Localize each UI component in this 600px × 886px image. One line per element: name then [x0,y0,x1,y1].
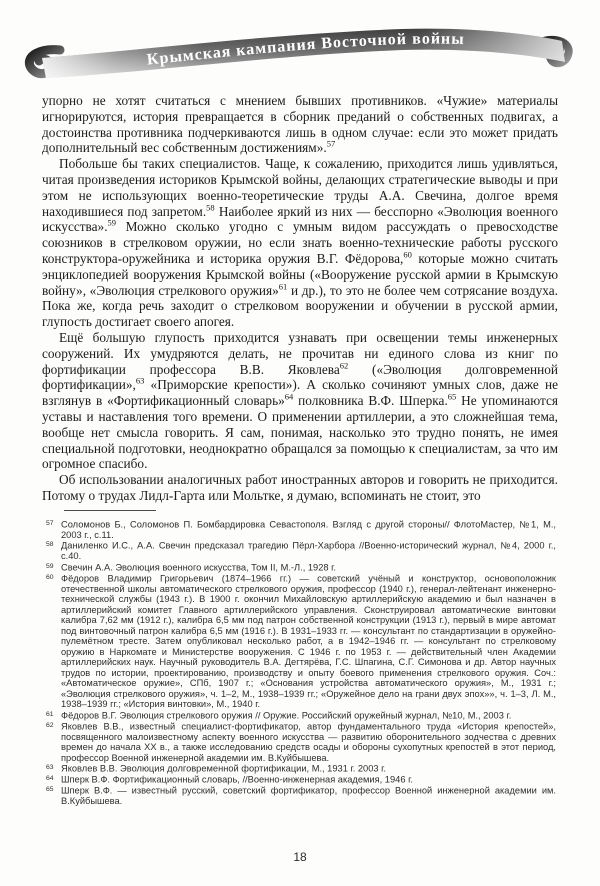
footnote-ref: 63 [135,375,145,386]
footnote-item: $^{60}$ Фёдоров Владимир Григорьевич (1874–1966 гг.) — советский учёный и конструктор, основоположник отечественной школы автоматического стрелкового оружия, профессор (1940 г.), генерал-лейтенант инженерно-технической службы (1943 г.). В 1900 г. окончил Михайловскую артиллерийскую академию и был назначен в артиллерийский комитет Главного артиллерийского управления. Сконструировал автоматические винтовки калибра 7,62 мм (1912 г.), калибра 6,5 мм под патрон собственной конструкции (1913 г.), первый в мире автомат под винтовочный патрон калибра 6,5 мм (1916 г.). В 1931–1933 гг. — консультант по стандартизации в оружейно-пулемётном тресте. Затем опубликовал несколько работ, а в 1942–1946 гг. — консультант по стрелковому оружию в Наркомате и Министерстве вооружения. С 1946 г. по 1953 г. — действительный член Академии артиллерийских наук. Научный руководитель В.А. Дегтярёва, Г.С. Шпагина, С.Г. Симонова и др. Автор научных трудов по истории, проектированию, производству и опыту боевого применения стрелкового оружия. Соч.: «Автоматическое оружие», СПб, 1907 г.; «Основания устройства автоматического оружия», М., 1931 г.; «Эволюция стрелкового оружия», ч. 1–2, М., 1938–1939 гг.; «Оружейное дело на грани двух эпох»», ч. 1–3, Л. М., 1938–1939 гг.; «История винтовки», М., 1940 г. [46,573,556,710]
footnote-item: $^{58}$ Даниленко И.С., А.А. Свечин предсказал трагедию Пёрл-Харбора //Военно-исторический журнал, №4, 2000 г., с.40. [46,540,556,562]
footnote-item: $^{57}$ Соломонов Б., Соломонов П. Бомбардировка Севастополя. Взгляд с другой стороны// ФлотоМастер, №1, М., 2003 г., с.11. [46,519,556,540]
footnote-number: 64 [46,775,54,783]
footnotes-container [0,519,600,807]
paragraph: Об использовании аналогичных работ иностранных авторов и говорить не приходится. Потому о трудах Лидл-Гарта или Мольтке, я думаю, вспоминать не стоит, это [42,472,558,503]
footnote-separator [64,510,156,511]
footnote-ref: 61 [278,281,288,292]
footnote-item: $^{65}$ Шперк В.Ф. — известный русский, советский фортификатор, профессор Военной инженерной академии им. В.Куйбышева. [46,785,556,807]
footnote-number: 65 [46,786,54,794]
footnote-number: 63 [46,764,54,772]
footnote-item: $^{64}$ Шперк В.Ф. Фортификационный словарь, //Военно-инженерная академия, 1946 г. [46,774,413,785]
page-number: 18 [293,850,307,864]
footnote-number: 62 [46,721,54,729]
footnote-ref: 62 [339,360,349,371]
body-text-container [42,93,558,504]
footnote-ref: 60 [403,249,412,260]
banner-title: Крымская кампания Восточной войны [146,30,465,69]
footnote-item: $^{62}$ Яковлев В.В., известный специалист-фортификатор, автор фундаментального труда «История крепостей», посвященного малоизвестному аспекту военного искусства — развитию оборонительного зодчества с древних времен до начала XX в., а также исследованию средств осады и обороны сухопутных крепостей в этот период, профессор Военной инженерной академии им. В.Куйбышева. [46,721,556,763]
paragraph: упорно не хотят считаться с мнением бывших противников. «Чужие» материалы игнорируются, история превращается в сборник преданий о собственных подвигах, а достоинства противника подчеркиваются лишь в одном случае: если это может придать дополнительный вес собственным достижениям».$^{57}$ [42,93,558,156]
footnote-item: $^{61}$ Фёдоров В.Г. Эволюция стрелкового оружия // Оружие. Российский оружейный журнал, №10, М., 2003 г. [46,710,512,721]
footnote-ref: 58 [206,202,215,213]
footnote-number: 58 [46,541,54,549]
ribbon-banner-graphic [12,20,588,84]
footnote-item: $^{59}$ Свечин А.А. Эволюция военного искусства, Том II, М.-Л., 1928 г. [46,562,336,573]
paragraph: Побольше бы таких специалистов. Чаще, к сожалению, приходится лишь удивляться, читая произведения историков Крымской войны, делающих стратегические выводы и при этом не использующих военно-теоретические труды А.А. Свечина, долгое время находившиеся под запретом.$^{58}$ Наиболее яркий из них — бесспорно «Эволюция военного искусства».$^{59}$ Можно сколько угодно с умным видом рассуждать о превосходстве союзников в стрелковом оружии, но если знать военно-технические работы русского конструктора-оружейника и историка оружия В.Г. Фёдорова,$^{60}$ которые можно считать энциклопедией вооружения Крымской войны («Вооружение русской армии в Крымскую войну», «Эволюция стрелкового оружия»$^{61}$ и др.), то это не более чем сотрясание воздуха. Пока же, когда речь заходит о стрелковом вооружении и обучении в русской армии, глупость достигает своего апогея. [42,156,558,330]
footnote-number: 57 [46,519,54,527]
footnote-ref: 59 [107,217,117,228]
paragraph: Ещё большую глупость приходится узнавать при освещении темы инженерных сооружений. Их умудряются делать, не прочитав ни единого слова из книг по фортификации профессора В.В. Яковлева$^{62}$ («Эволюция долговременной фортификации»,$^{63}$ «Приморские крепости»). А сколько сочиняют умных слов, даже не взглянув в «Фортификационный словарь»$^{64}$ полковника В.Ф. Шперка.$^{65}$ Не упоминаются уставы и наставления того времени. О применении артиллерии, а это сложнейшая тема, вообще нет смысла говорить. Я сам, понимая, насколько это трудно понять, не имея специальной подготовки, неоднократно обращался за помощью к специалистам, за что им огромное спасибо. [42,329,558,472]
footnote-item: $^{63}$ Яковлев В.В. Эволюция долговременной фортификации, М., 1931 г. 2003 г. [46,763,386,774]
footnote-ref: 65 [447,391,457,402]
footnote-ref: 57 [326,138,336,149]
footnote-ref: 64 [284,391,294,402]
footnote-number: 61 [46,710,54,718]
footnote-number: 59 [46,562,54,570]
footnote-number: 60 [46,573,54,581]
